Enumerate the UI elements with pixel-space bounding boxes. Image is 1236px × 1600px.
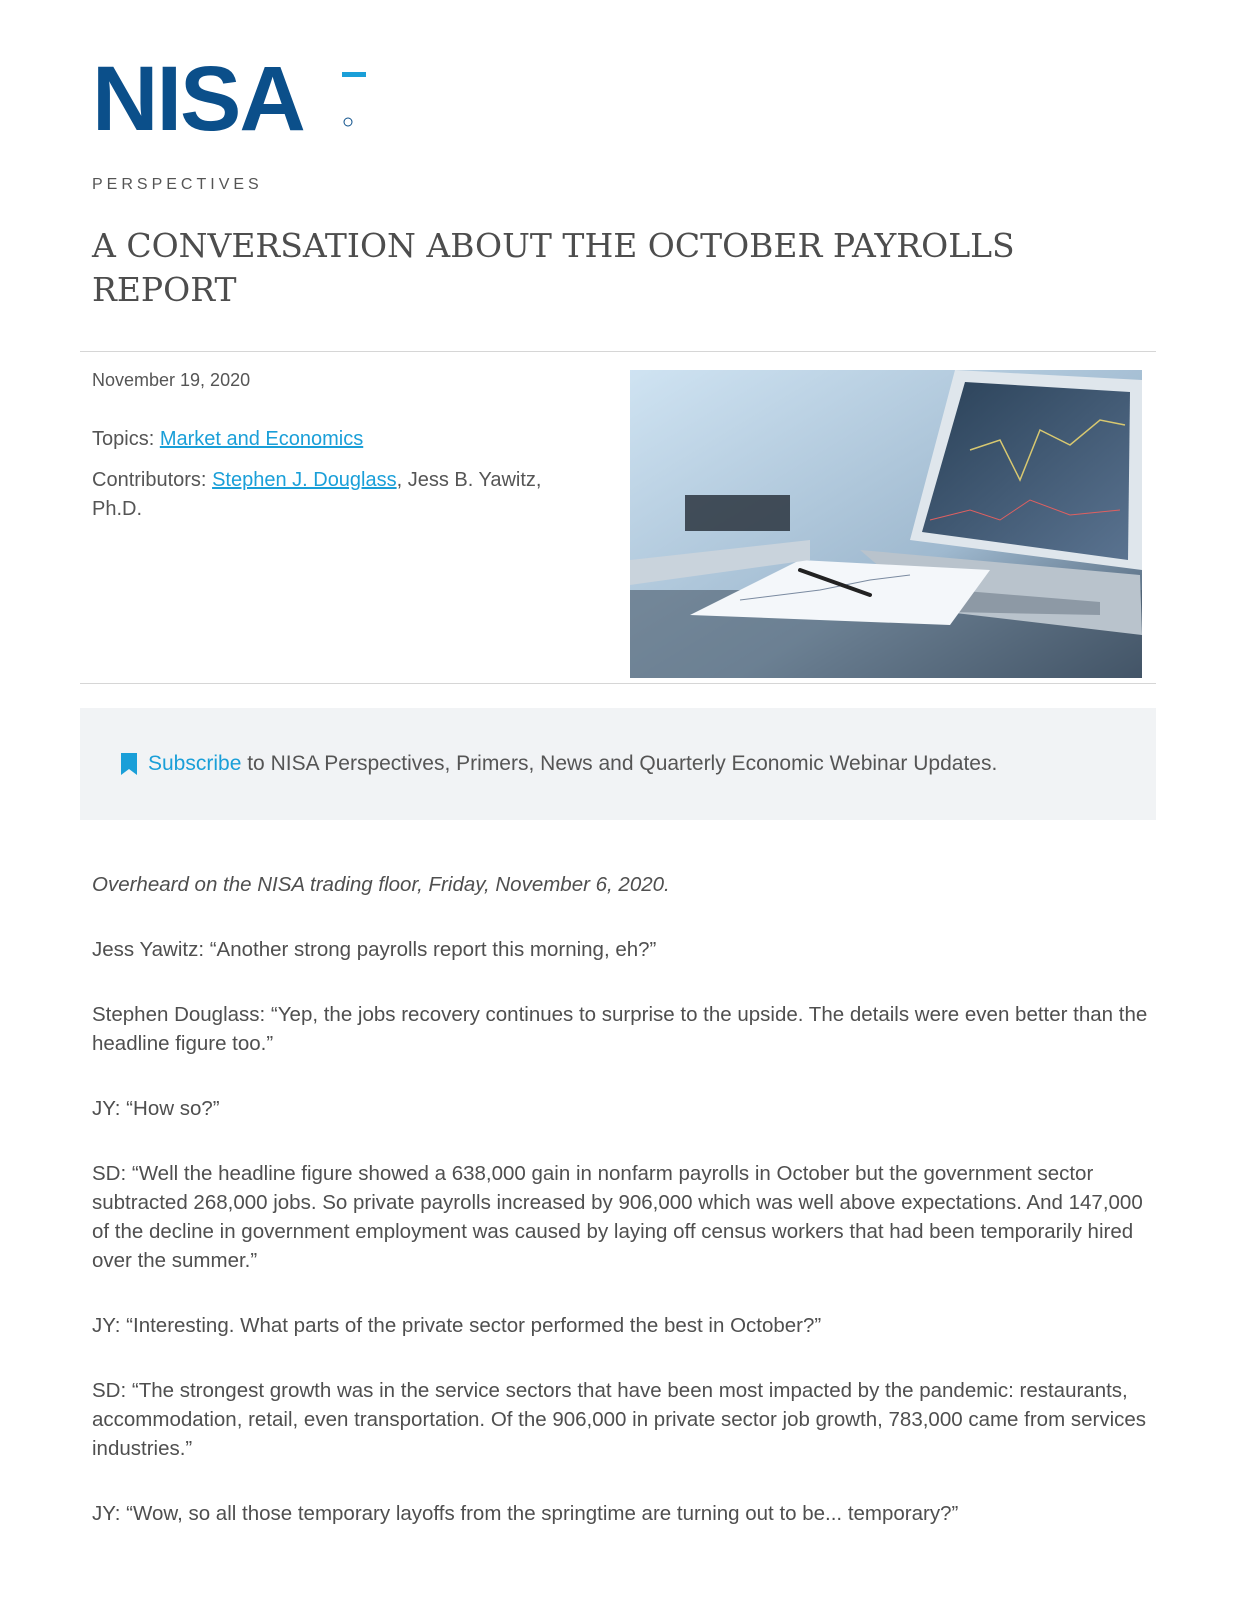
page-title: A CONVERSATION ABOUT THE OCTOBER PAYROLLS REPORT <box>92 226 1015 309</box>
bookmark-icon <box>120 752 138 776</box>
divider-top <box>80 351 1156 352</box>
hero-image <box>630 370 1142 678</box>
divider-bottom <box>80 683 1156 684</box>
topics-line <box>92 428 363 451</box>
article-body <box>92 870 1152 1564</box>
paragraph: Stephen Douglass: “Yep, the jobs recovery continues to surprise to the upside. The details were even better than the headline figure too.” <box>92 1003 1148 1055</box>
subscribe-description: to NISA Perspectives, Primers, News and Quarterly Economic Webinar Updates. <box>241 752 998 775</box>
nisa-logo <box>92 52 382 142</box>
article-intro: Overheard on the NISA trading floor, Friday, November 6, 2020. <box>92 873 670 896</box>
contributors-label: Contributors: <box>92 469 207 491</box>
paragraph: Jess Yawitz: “Another strong payrolls report this morning, eh?” <box>92 938 657 961</box>
publish-date: November 19, 2020 <box>92 370 251 390</box>
topics-label: Topics: <box>92 428 155 450</box>
contributor-yawitz: , Jess B. Yawitz, Ph.D. <box>92 469 542 520</box>
contributor-link-douglass[interactable]: Stephen J. Douglass <box>212 469 397 491</box>
subscribe-link[interactable]: Subscribe <box>148 752 242 775</box>
paragraph: JY: “Wow, so all those temporary layoffs from the springtime are turning out to be... temporary?” <box>92 1502 959 1525</box>
paragraph: JY: “Interesting. What parts of the private sector performed the best in October?” <box>92 1314 822 1337</box>
section-label: PERSPECTIVES <box>92 176 263 193</box>
logo-text: NISA <box>92 52 304 142</box>
contributors-line <box>92 466 592 524</box>
paragraph: SD: “The strongest growth was in the service sectors that have been most impacted by the pandemic: restaurants, accommodation, retail, even transportation. Of the 906,000 in private sector job growth, 783,000 came from services industries.” <box>92 1379 1147 1460</box>
subscribe-text <box>148 752 997 776</box>
paragraph: JY: “How so?” <box>92 1097 220 1120</box>
paragraph: SD: “Well the headline figure showed a 638,000 gain in nonfarm payrolls in October but the government sector subtracted 268,000 jobs. So private payrolls increased by 906,000 which was well above expectations. And 147,000 of the decline in government employment was caused by laying off census workers that had been temporarily hired over the summer.” <box>92 1162 1143 1272</box>
topic-link-market-economics[interactable]: Market and Economics <box>159 428 364 450</box>
